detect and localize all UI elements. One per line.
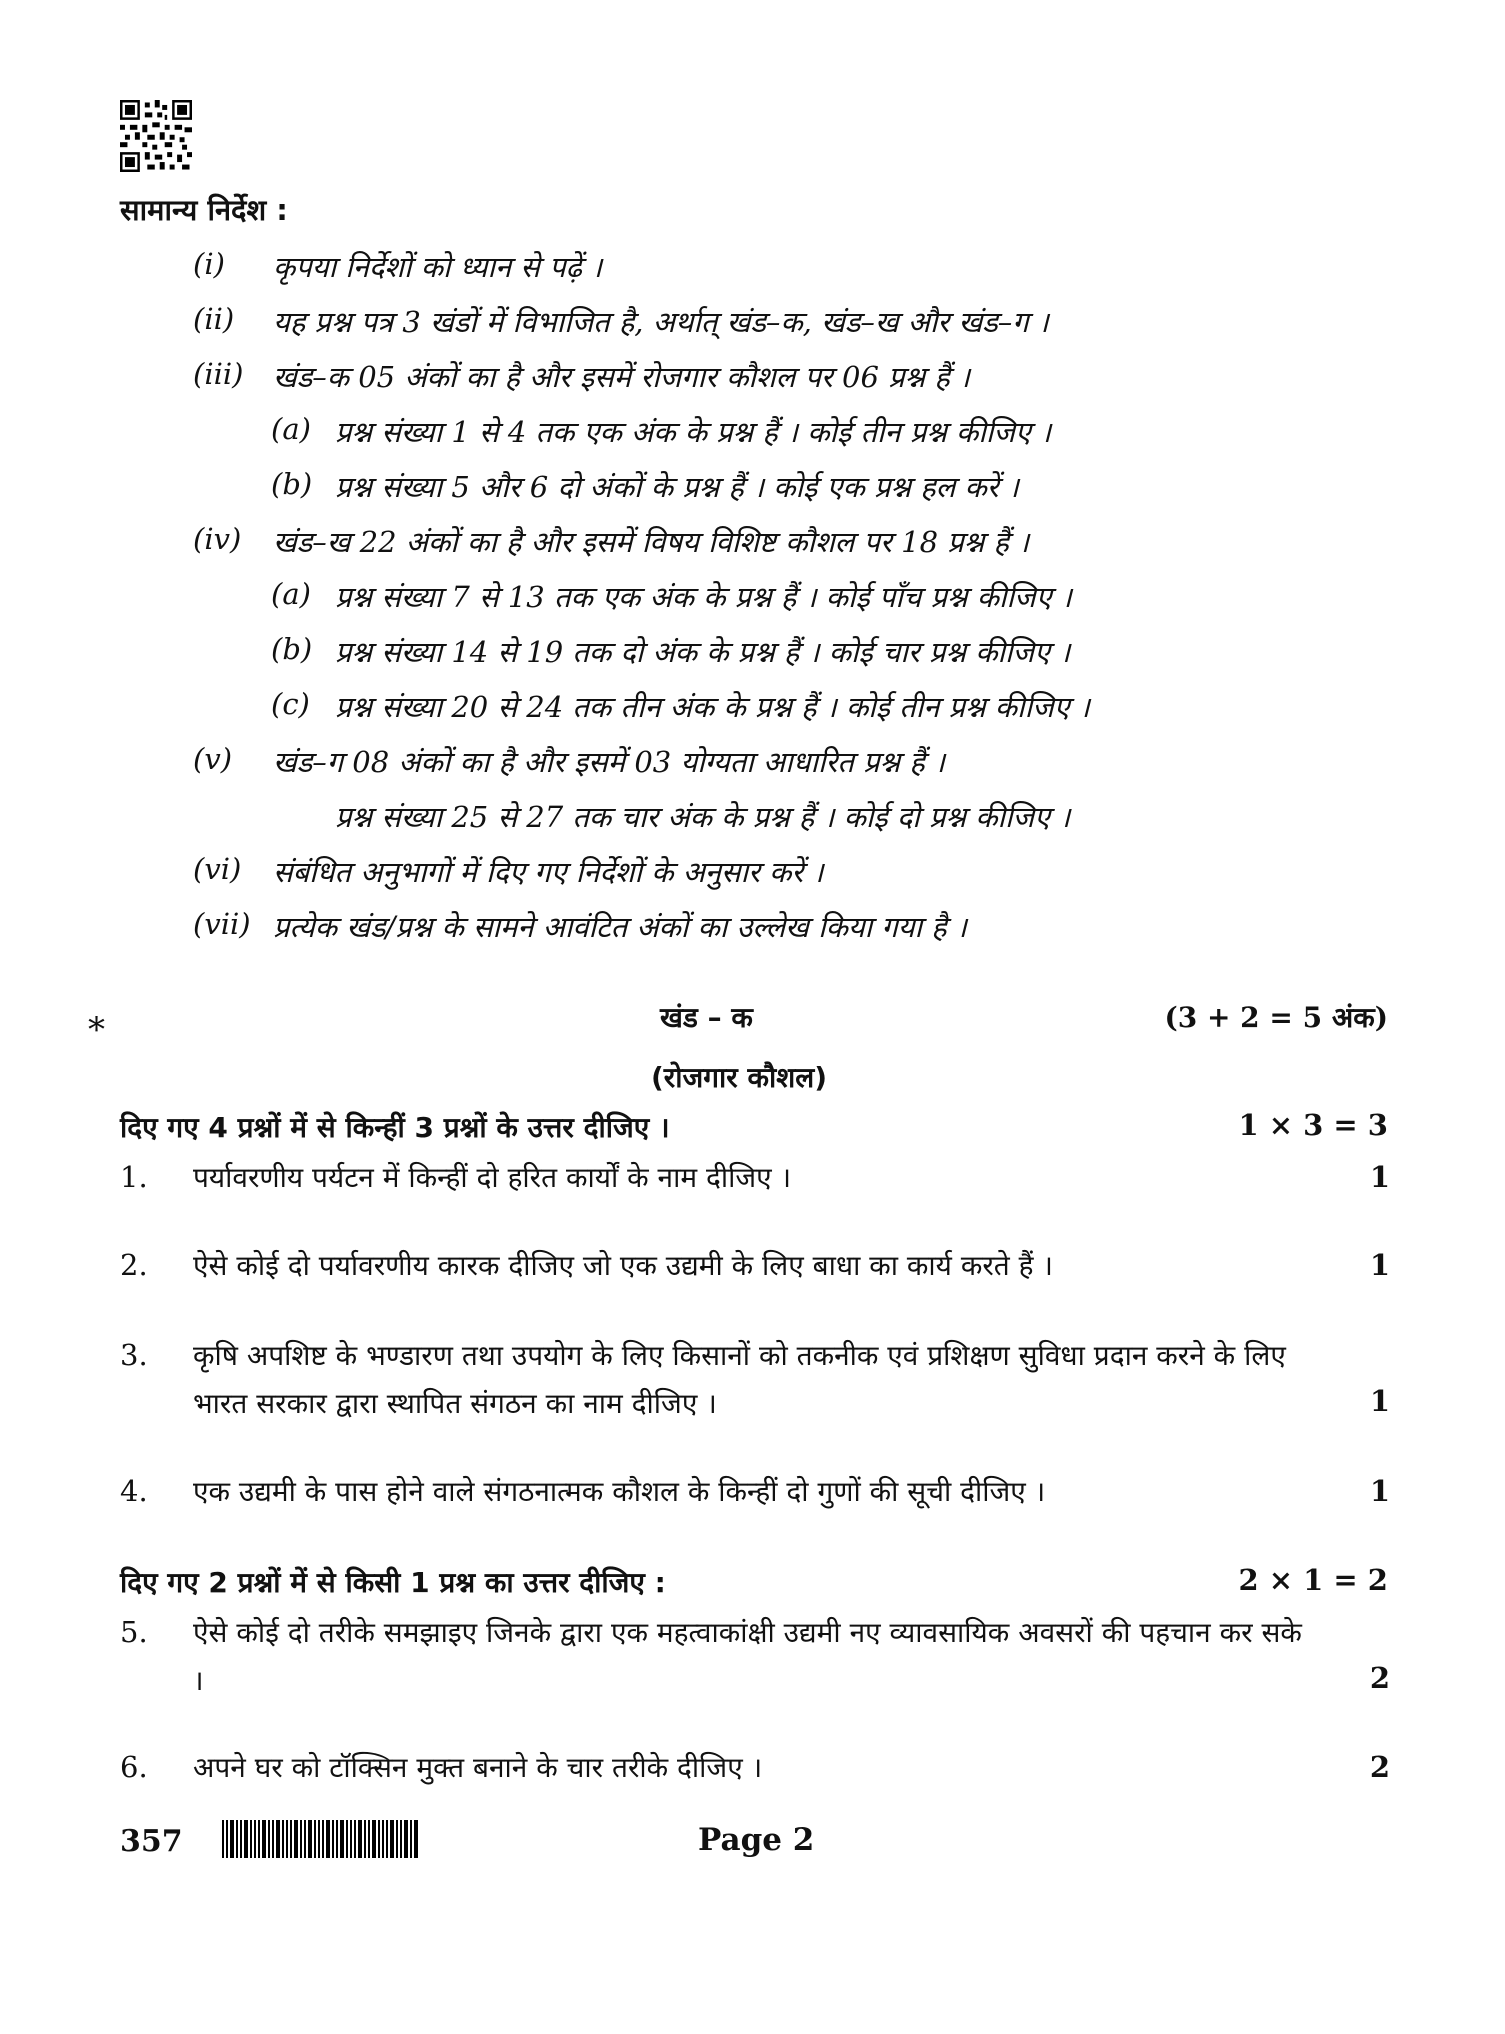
instruction-number: (c) [271,687,310,721]
section-marks: (3 + 2 = 5 अंक) [1164,1001,1388,1034]
question-text: पर्यावरणीय पर्यटन में किन्हीं दो हरित कार्यों के नाम दीजिए । [193,1161,792,1194]
barcode-icon [222,1820,418,1858]
question-marks: 1 [1369,1384,1390,1418]
question-number: 5. [120,1615,148,1649]
group-marks: 1 × 3 = 3 [1238,1108,1388,1142]
instruction-number: (i) [193,247,225,281]
instruction-text: प्रत्येक खंड/प्रश्न के सामने आवंटित अंकों का उल्लेख किया गया है । [273,910,967,944]
instruction-number: (vii) [193,907,251,941]
question-text: एक उद्यमी के पास होने वाले संगठनात्मक कौशल के किन्हीं दो गुणों की सूची दीजिए । [193,1475,1046,1508]
question-text: ऐसे कोई दो तरीके समझाइए जिनके द्वारा एक महत्वाकांक्षी उद्यमी नए व्यावसायिक अवसरों की पहचान कर सके । [193,1616,1302,1697]
instruction-text: प्रश्न संख्या 20 से 24 तक तीन अंक के प्रश्न हैं । कोई तीन प्रश्न कीजिए । [335,690,1090,724]
question-text: अपने घर को टॉक्सिन मुक्त बनाने के चार तरीके दीजिए । [193,1751,763,1784]
question-number: 2. [120,1248,148,1282]
instruction-number: (a) [271,577,311,611]
instruction-number: (b) [271,467,313,501]
instruction-number: (b) [271,632,313,666]
question-text: कृषि अपशिष्ट के भण्डारण तथा उपयोग के लिए किसानों को तकनीक एवं प्रशिक्षण सुविधा प्रदान करने के लिए भारत सरकार द्वारा स्थापित संगठन का नाम दीजिए । [193,1339,1286,1420]
question-marks: 2 [1369,1750,1390,1784]
instruction-number: (ii) [193,302,235,336]
instruction-text: खंड–क 05 अंकों का है और इसमें रोजगार कौशल पर 06 प्रश्न हैं । [273,360,970,394]
instruction-text: खंड–ख 22 अंकों का है और इसमें विषय विशिष्ट कौशल पर 18 प्रश्न हैं । [273,525,1030,559]
question-marks: 1 [1369,1474,1390,1508]
question-marks: 2 [1369,1661,1390,1695]
instruction-text: प्रश्न संख्या 7 से 13 तक एक अंक के प्रश्न हैं । कोई पाँच प्रश्न कीजिए । [335,580,1072,614]
question-number: 4. [120,1474,148,1508]
question-number: 6. [120,1750,148,1784]
instruction-text: संबंधित अनुभागों में दिए गए निर्देशों के अनुसार करें । [273,855,824,889]
instruction-text: यह प्रश्न पत्र 3 खंडों में विभाजित है, अर्थात् खंड–क, खंड–ख और खंड–ग । [273,305,1049,339]
question-number: 1. [120,1160,148,1194]
instruction-text: प्रश्न संख्या 14 से 19 तक दो अंक के प्रश्न हैं । कोई चार प्रश्न कीजिए । [335,635,1071,669]
paper-code: 357 [120,1824,183,1859]
instruction-number: (v) [193,742,233,776]
instruction-number: (vi) [193,852,242,886]
page-number: Page 2 [698,1822,815,1858]
instruction-number: (a) [271,412,311,446]
instruction-text: कृपया निर्देशों को ध्यान से पढ़ें । [273,250,603,284]
question-number: 3. [120,1338,148,1372]
group-marks: 2 × 1 = 2 [1238,1563,1388,1597]
instruction-text: खंड–ग 08 अंकों का है और इसमें 03 योग्यता आधारित प्रश्न हैं । [273,745,945,779]
asterisk-mark: * [88,1010,105,1050]
group-heading: दिए गए 2 प्रश्नों में से किसी 1 प्रश्न का उत्तर दीजिए : [120,1566,666,1599]
instruction-text: प्रश्न संख्या 5 और 6 दो अंकों के प्रश्न हैं । कोई एक प्रश्न हल करें । [335,470,1019,504]
section-subtitle: (रोजगार कौशल) [651,1061,828,1094]
qr-code-icon [120,100,192,172]
question-text: ऐसे कोई दो पर्यावरणीय कारक दीजिए जो एक उद्यमी के लिए बाधा का कार्य करते हैं । [193,1249,1054,1282]
group-heading: दिए गए 4 प्रश्नों में से किन्हीं 3 प्रश्नों के उत्तर दीजिए । [120,1111,670,1144]
instructions-title: सामान्य निर्देश : [120,193,288,227]
question-marks: 1 [1369,1248,1390,1282]
instruction-number: (iii) [193,357,244,391]
question-marks: 1 [1369,1160,1390,1194]
section-title: खंड – क [660,1001,753,1034]
instruction-text: प्रश्न संख्या 25 से 27 तक चार अंक के प्रश्न हैं । कोई दो प्रश्न कीजिए । [335,800,1071,834]
instruction-number: (iv) [193,522,242,556]
instruction-text: प्रश्न संख्या 1 से 4 तक एक अंक के प्रश्न हैं । कोई तीन प्रश्न कीजिए । [335,415,1052,449]
